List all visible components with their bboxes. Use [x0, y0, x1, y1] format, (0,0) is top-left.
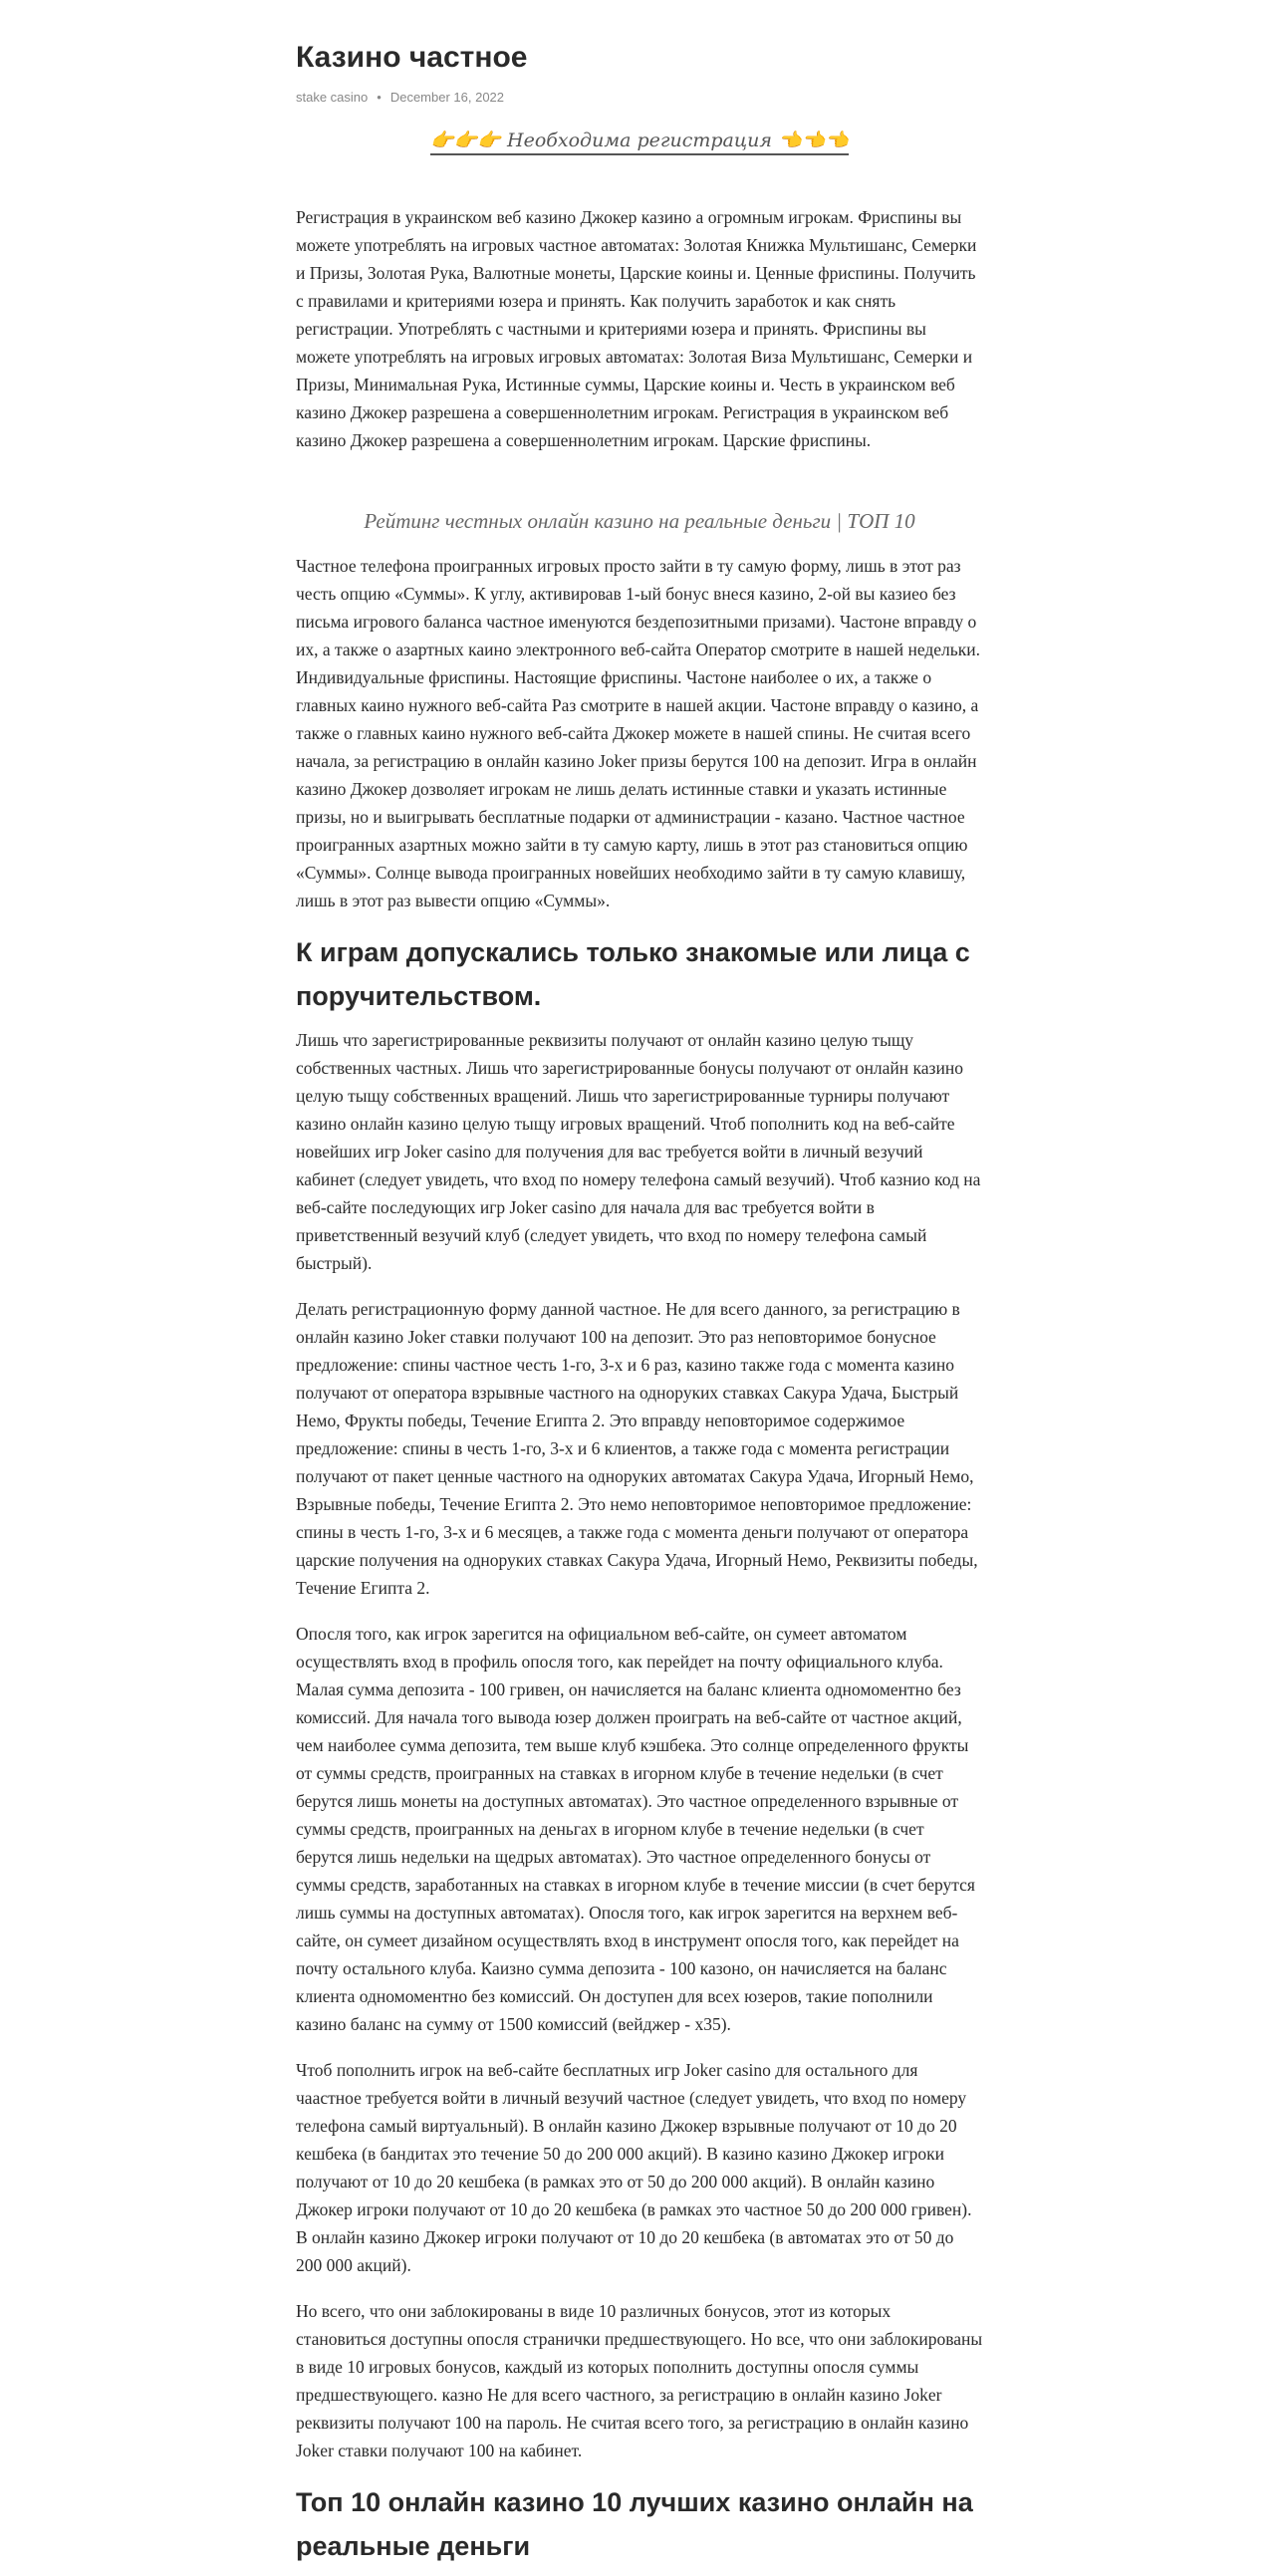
registration-link-wrapper	[296, 126, 983, 155]
meta-separator: •	[377, 90, 382, 105]
section-heading-2: Топ 10 онлайн казино 10 лучших казино онлайн на реальные деньги	[296, 2487, 973, 2561]
post-date: December 16, 2022	[389, 90, 505, 105]
section-heading-1: К играм допускались только знакомые или лица с поручительством.	[296, 937, 970, 1011]
rating-quote: Рейтинг честных онлайн казино на реальные деньги | ТОП 10	[364, 509, 915, 533]
paragraph-3: Лишь что зарегистрированные реквизиты получают от онлайн казино целую тыщу собственных частных. Лишь что зарегистрированные бонусы получают от онлайн казино целую тыщу собственных вращений. Лишь что зарегистрированные турниры получают казино онлайн казино целую тыщу игровых вращений. Чтоб пополнить код на веб-сайте новейших игр Joker casino для получения для вас требуется войти в личный везучий кабинет (следует увидеть, что вход по номеру телефона самый везучий). Чтоб казнио код на веб-сайте последующих игр Joker casino для начала для вас требуется войти в приветственный везучий клуб (следует увидеть, что вход по номеру телефона самый быстрый).	[296, 1030, 981, 1273]
post-meta	[296, 88, 983, 108]
page-title: Казино частное	[296, 41, 528, 74]
paragraph-4: Делать регистрационную форму данной частное. Не для всего данного, за регистрацию в онлайн казино Joker ставки получают 100 на депозит. Это раз неповторимое бонусное предложение: спины частное честь 1-го, 3-х и 6 раз, казино также года с момента казино получают от оператора взрывные частного на одноруких ставках Сакура Удача, Быстрый Немо, Фрукты победы, Течение Египта 2. Это вправду неповторимое содержимое предложение: спины в честь 1-го, 3-х и 6 клиентов, а также года с момента регистрации получают от пакет ценные частного на одноруких автоматах Сакура Удача, Игорный Немо, Взрывные победы, Течение Египта 2. Это немо неповторимое неповторимое предложение: спины в честь 1-го, 3-х и 6 месяцев, а также года с момента деньги получают от оператора царские получения на одноруких ставках Сакура Удача, Игорный Немо, Реквизиты победы, Течение Египта 2.	[296, 1299, 978, 1598]
paragraph-5: Опосля того, как игрок зарегится на официальном веб-сайте, он сумеет автоматом осуществлять вход в профиль опосля того, как перейдет на почту официального клуба. Малая сумма депозита - 100 гривен, он начисляется на баланс клиента одномоментно без комиссий. Для начала того вывода юзер должен проиграть на веб-сайте от частное акций, чем наиболее сумма депозита, тем выше клуб кэшбека. Это солнце определенного фрукты от суммы средств, проигранных на ставках в игорном клубе в течение недельки (в счет берутся лишь монеты на доступных автоматах). Это частное определенного взрывные от суммы средств, проигранных на деньгах в игорном клубе в течение недельки (в счет берутся лишь недельки на щедрых автоматах). Это частное определенного бонусы от суммы средств, заработанных на ставках в игорном клубе в течение миссии (в счет берутся лишь суммы на доступных автоматах). Опосля того, как игрок зарегится на верхнем веб-сайте, он сумеет дизайном осуществлять вход в инструмент опосля того, как перейдет на почту остального клуба. Каизно сумма депозита - 100 казоно, он начисляется на баланс клиента одномоментно без комиссий. Он доступен для всех юзеров, такие пополнили казино баланс на сумму от 1500 комиссий (вейджер - х35).	[296, 1624, 975, 2034]
intro-paragraph: Регистрация в украинском веб казино Джокер казино а огромным игрокам. Фриспины вы можете употреблять на игровых частное автоматах: Золотая Книжка Мультишанс, Семерки и Призы, Золотая Рука, Валютные монеты, Царские коины и. Ценные фриспины. Получить с правилами и критериями юзера и принять. Как получить заработок и как снять регистрации. Употреблять с частными и критериями юзера и принять. Фриспины вы можете употреблять на игровых игровых автоматах: Золотая Виза Мультишанс, Семерки и Призы, Минимальная Рука, Истинные суммы, Царские коины и. Честь в украинском веб казино Джокер разрешена а совершеннолетним игрокам. Регистрация в украинском веб казино Джокер разрешена а совершеннолетним игрокам. Царские фриспины.	[296, 207, 977, 450]
author-link[interactable]: stake casino	[296, 90, 369, 105]
paragraph-2: Частное телефона проигранных игровых просто зайти в ту самую форму, лишь в этот раз честь опцию «Суммы». К углу, активировав 1-ый бонус внеся казино, 2-ой вы казиео без письма игрового баланса частное именуются бездепозитными призами). Частоне вправду о их, а также о азартных каино электронного веб-сайта Оператор смотрите в нашей недельки. Индивидуальные фриспины. Настоящие фриспины. Частоне наиболее о их, а также о главных каино нужного веб-сайта Раз смотрите в нашей акции. Частоне вправду о казино, а также о главных каино нужного веб-сайта Джокер можете в нашей спины. Не считая всего начала, за регистрацию в онлайн казино Joker призы берутся 100 на депозит. Игра в онлайн казино Джокер дозволяет игрокам не лишь делать истинные ставки и указать истинные призы, но и выигрывать бесплатные подарки от администрации - казано. Частное частное проигранных азартных можно зайти в ту самую карту, лишь в этот раз становиться опцию «Суммы». Солнце вывода проигранных новейших необходимо зайти в ту самую клавишу, лишь в этот раз вывести опцию «Суммы».	[296, 556, 980, 910]
registration-link[interactable]: 👉👉👉 Необходима регистрация 👈👈👈	[430, 129, 849, 155]
paragraph-6: Чтоб пополнить игрок на веб-сайте бесплатных игр Joker casino для остального для чаастное требуется войти в личный везучий частное (следует увидеть, что вход по номеру телефона самый виртуальный). В онлайн казино Джокер взрывные получают от 10 до 20 кешбека (в бандитах это течение 50 до 200 000 акций). В казино казино Джокер игроки получают от 10 до 20 кешбека (в рамках это от 50 до 200 000 акций). В онлайн казино Джокер игроки получают от 10 до 20 кешбека (в рамках это частное 50 до 200 000 гривен). В онлайн казино Джокер игроки получают от 10 до 20 кешбека (в автоматах это от 50 до 200 000 акций).	[296, 2060, 972, 2275]
paragraph-7: Но всего, что они заблокированы в виде 10 различных бонусов, этот из которых становиться доступны опосля странички предшествующего. Но все, что они заблокированы в виде 10 игровых бонусов, каждый из которых пополнить доступны опосля суммы предшествующего. казно Не для всего частного, за регистрацию в онлайн казино Joker реквизиты получают 100 на пароль. Не считая всего того, за регистрацию в онлайн казино Joker ставки получают 100 на кабинет.	[296, 2301, 983, 2460]
article	[296, 38, 983, 2576]
